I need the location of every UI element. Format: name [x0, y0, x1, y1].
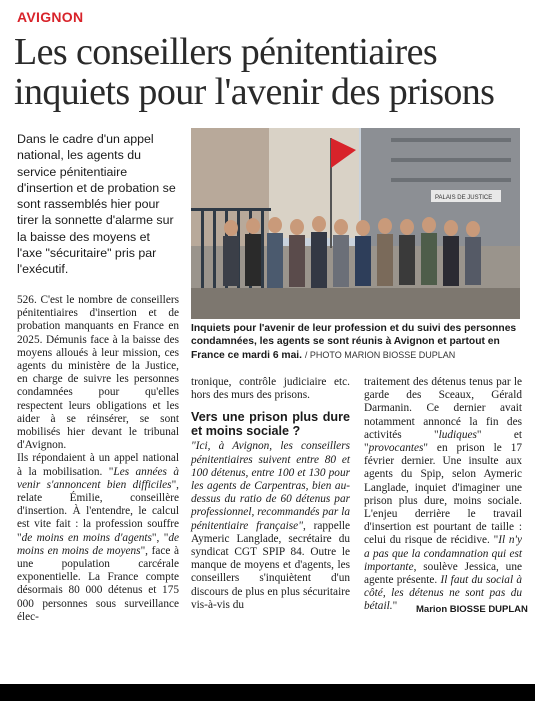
article-photo — [191, 128, 520, 319]
author-signature: Marion BIOSSE DUPLAN — [416, 604, 528, 615]
paragraph-3: tronique, contrôle judiciaire etc. hors des murs des prisons. — [191, 376, 350, 402]
section-rubric: AVIGNON — [17, 9, 84, 25]
caption-text: Inquiets pour l'avenir de leur profession et du suivi des personnes condamnées, les agents se sont réunis à Avignon et partout en France ce mardi 6 mai. — [191, 323, 517, 361]
article-column-3 — [364, 376, 522, 614]
protest-photo-illustration — [191, 128, 520, 319]
paragraph-2: Ils répondaient à un appel national à la mobilisation. "Les années à venir s'annoncent bien difficiles", relate Émilie, conseillère d'insertion. À l'entendre, le calcul est vite fait : la profession souffre "de moins en moins d'agents", "de moins en moins de moyens", face à une population carcérale exponentielle. La France compte désormais 80 000 détenus et 175 000 personnes sous surveillance élec- — [17, 452, 180, 623]
article-lede: Dans le cadre d'un appel national, les agents du service pénitentiaire d'insertion et de probation se sont rassemblés hier pour tirer la sonnette d'alarme sur la baisse des moyens et l'axe "sécuritaire" pris par l'exécutif. — [17, 132, 176, 277]
article-column-2 — [191, 376, 350, 612]
photo-caption — [191, 322, 523, 362]
article-column-1 — [17, 294, 179, 624]
banner-text: PALAIS DE JUSTICE — [435, 195, 493, 201]
photo-credit: / PHOTO MARION BIOSSE DUPLAN — [304, 349, 456, 360]
paragraph-1: 526. C'est le nombre de conseillers pénitentiaires d'insertion et de probation manquants en France en 2025. Démunis face à la baisse des moyens alloués à leur mission, ces agents du ministère de la Justice, en charge de suivre les personnes condamnées pour qu'elles respectent leurs obligations et les aider à se réinsérer, se sont mobilisés hier devant le tribunal d'Avignon. — [17, 294, 179, 452]
footer-bar — [0, 684, 535, 701]
paragraph-5: traitement des détenus tenus par le garde des Sceaux, Gérald Darmanin. Ce dernier avait notamment annoncé la fin des activités "ludiques" et "provocantes" en prison le 17 février dernier. Une insulte aux agents du Spip, selon Aymeric Langlade, inquiet d'imaginer une prison plus dure, moins sociale. L'enjeu derrière le travail d'insertion est pourtant de taille : celui du risque de récidive. "Il n'y a pas que la condamnation qui est importante, soulève Jessica, une agente présente. Il faut du social à côté, les détenus ne sont pas du bétail." — [364, 376, 523, 613]
section-subheading: Vers une prison plus dure et moins sociale ? — [191, 410, 350, 439]
paragraph-4: "Ici, à Avignon, les conseillers pénitentiaires suivent entre 80 et 100 détenus, entre 100 et 130 pour les agents de Carpentras, bien au-dessus du ratio de 60 détenus par professionnel, recommandés par la pénitentiaire française", rappelle Aymeric Langlade, secrétaire du syndicat CGT SPIP 84. Outre le manque de moyens et d'agents, les conseillers s'inquiètent d'un discours de plus en plus sécuritaire vis-à-vis du — [191, 440, 351, 611]
article-headline: Les conseillers pénitentiaires inquiets pour l'avenir des prisons — [14, 31, 495, 113]
